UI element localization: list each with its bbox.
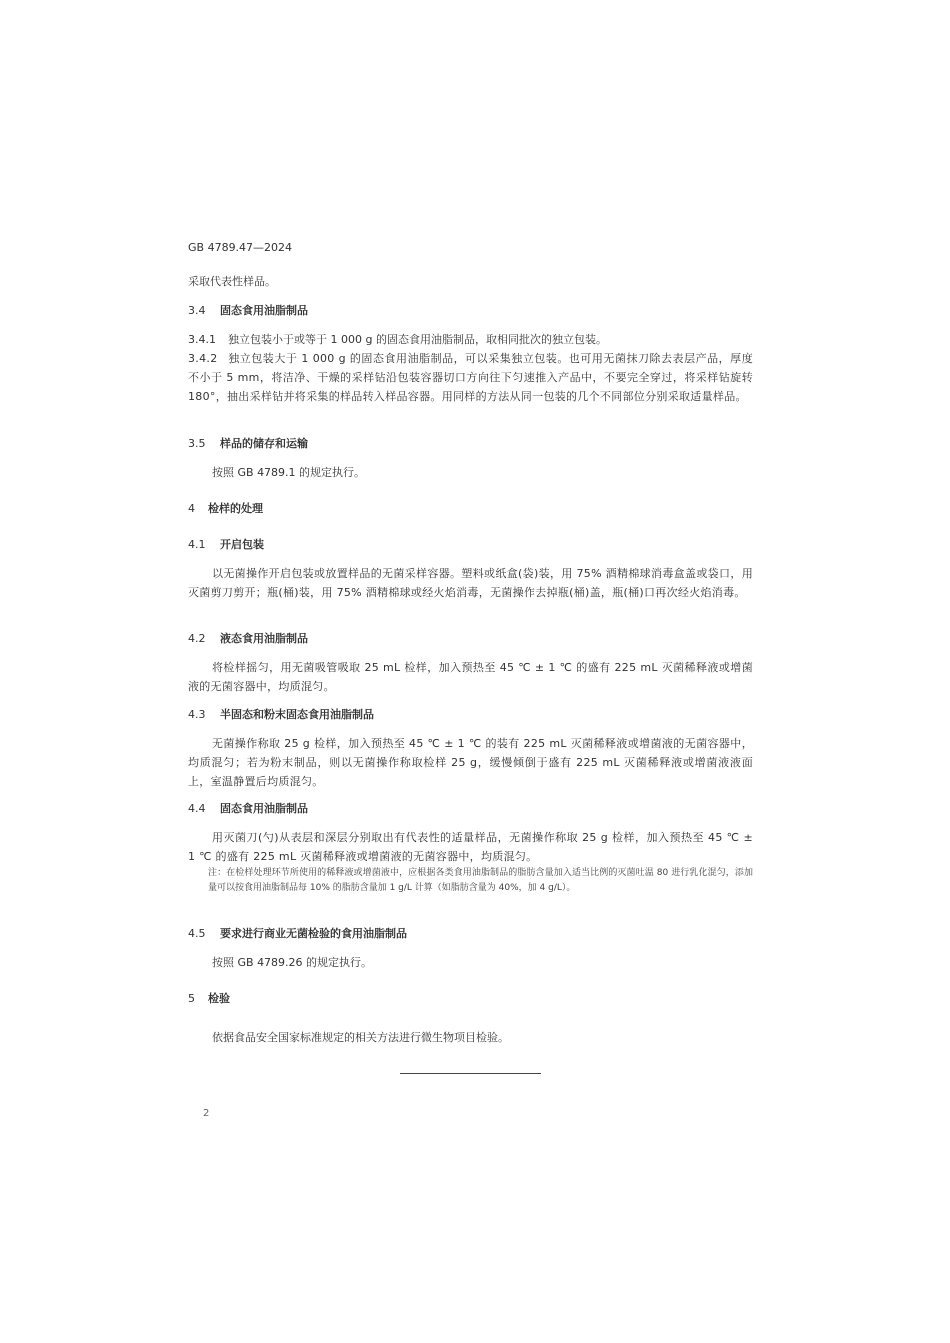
section-title: 检样的处理 [208, 502, 263, 515]
heading-3-4 [188, 301, 308, 320]
heading-4-3 [188, 705, 374, 724]
section-number: 3.5 [188, 437, 206, 450]
end-rule [400, 1073, 541, 1074]
continued-text: 采取代表性样品。 [188, 275, 276, 288]
section-title: 固态食用油脂制品 [220, 802, 308, 815]
heading-4-4 [188, 799, 308, 818]
heading-3-5 [188, 434, 308, 453]
paragraph-4-3: 无菌操作称取 25 g 检样，加入预热至 45 ℃ ± 1 ℃ 的装有 225 mL 灭菌稀释液或增菌液的无菌容器中，均质混匀；若为粉末制品，则以无菌操作称取检样 25 g，缓慢倾倒于盛有 225 mL 灭菌稀释液或增菌液液面上，室温静置后均质混匀。 [188, 737, 753, 788]
clause-number: 3.4.1 [188, 333, 216, 346]
note-4-4: 注：在检样处理环节所使用的稀释液或增菌液中，应根据各类食用油脂制品的脂肪含量加入适当比例的灭菌吐温 80 进行乳化混匀，添加量可以按食用油脂制品每 10% 的脂肪含量加 1 g/L 计算（如脂肪含量为 40%，加 4 g/L）。 [208, 868, 753, 893]
section-title: 检验 [208, 992, 230, 1005]
heading-5 [188, 989, 230, 1008]
paragraph-3-5: 按照 GB 4789.1 的规定执行。 [212, 466, 366, 479]
heading-4-5 [188, 924, 407, 943]
section-number: 5 [188, 992, 195, 1005]
paragraph-4-5: 按照 GB 4789.26 的规定执行。 [212, 956, 373, 969]
section-number: 4.4 [188, 802, 206, 815]
section-title: 样品的储存和运输 [220, 437, 308, 450]
section-title: 半固态和粉末固态食用油脂制品 [220, 708, 374, 721]
section-number: 4 [188, 502, 195, 515]
section-number: 4.3 [188, 708, 206, 721]
section-title: 液态食用油脂制品 [220, 632, 308, 645]
section-number: 4.1 [188, 538, 206, 551]
clause-text: 独立包装大于 1 000 g 的固态食用油脂制品，可以采集独立包装。也可用无菌抹刀除去表层产品，厚度不小于 5 mm，将洁净、干燥的采样钻沿包装容器切口方向往下匀速推入产品中，不要完全穿过，将采样钻旋转 180°，抽出采样钻并将采集的样品转入样品容器。用同样的方法从同一包装的几个不同部位分别采取适量样品。 [188, 352, 753, 403]
section-title: 开启包装 [220, 538, 264, 551]
section-title: 要求进行商业无菌检验的食用油脂制品 [220, 927, 407, 940]
heading-4-1 [188, 535, 264, 554]
heading-4-2 [188, 629, 308, 648]
section-number: 3.4 [188, 304, 206, 317]
heading-4 [188, 499, 263, 518]
document-header: GB 4789.47—2024 [188, 241, 293, 254]
paragraph-5: 依据食品安全国家标准规定的相关方法进行微生物项目检验。 [212, 1031, 509, 1044]
paragraph-4-4: 用灭菌刀(勺)从表层和深层分别取出有代表性的适量样品，无菌操作称取 25 g 检样，加入预热至 45 ℃ ± 1 ℃ 的盛有 225 mL 灭菌稀释液或增菌液的无菌容器中，均质混匀。 [188, 831, 753, 863]
clause-number: 3.4.2 [188, 352, 218, 365]
paragraph-4-2: 将检样摇匀，用无菌吸管吸取 25 mL 检样，加入预热至 45 ℃ ± 1 ℃ 的盛有 225 mL 灭菌稀释液或增菌液的无菌容器中，均质混匀。 [188, 661, 753, 693]
clause-text: 独立包装小于或等于 1 000 g 的固态食用油脂制品，取相同批次的独立包装。 [228, 333, 607, 346]
section-number: 4.2 [188, 632, 206, 645]
section-number: 4.5 [188, 927, 206, 940]
section-title: 固态食用油脂制品 [220, 304, 308, 317]
clause-3-4-2 [188, 349, 753, 406]
page-number: 2 [203, 1108, 210, 1119]
clause-3-4-1 [188, 330, 607, 349]
paragraph-4-1: 以无菌操作开启包装或放置样品的无菌采样容器。塑料或纸盒(袋)装，用 75% 酒精棉球消毒盒盖或袋口，用灭菌剪刀剪开；瓶(桶)装，用 75% 酒精棉球或经火焰消毒，无菌操作去掉瓶(桶)盖，瓶(桶)口再次经火焰消毒。 [188, 567, 753, 599]
